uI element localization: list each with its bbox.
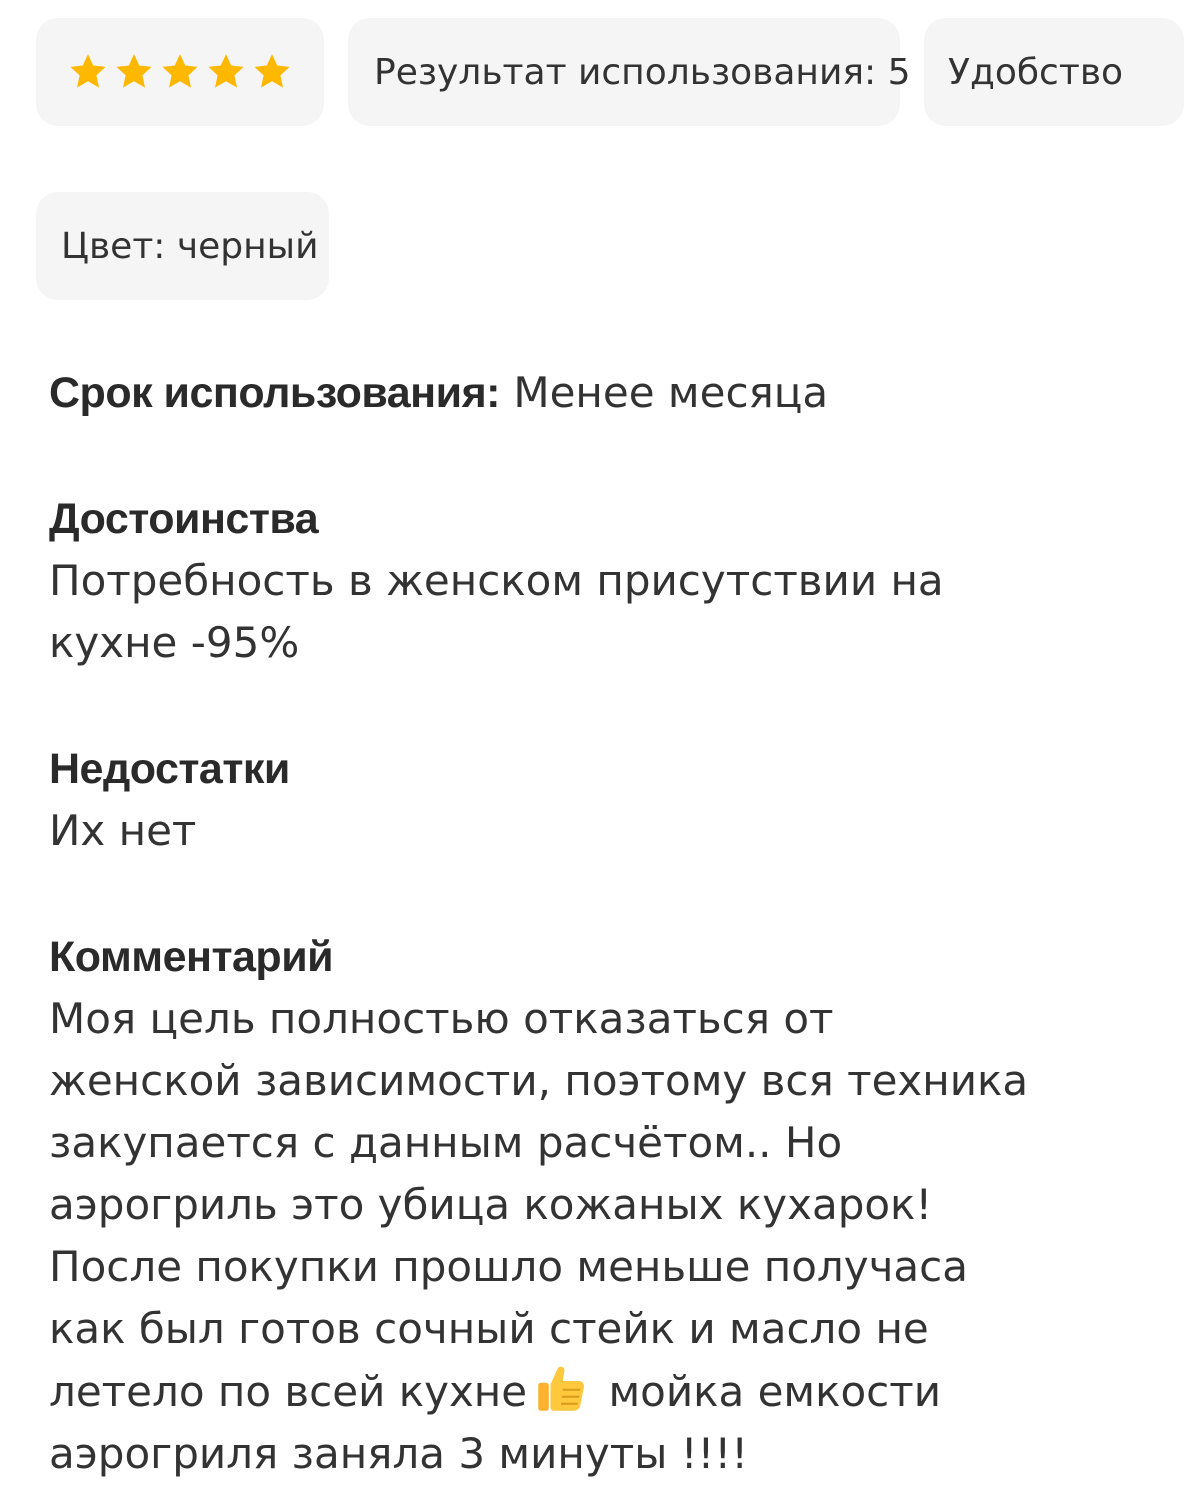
result-rating-label: Результат использования: 5: [374, 51, 911, 93]
result-rating-chip[interactable]: [348, 18, 911, 126]
color-label: Цвет: черный: [61, 225, 319, 267]
comment-title: Комментарий: [49, 933, 334, 981]
usage-term-label: Срок использования:: [49, 369, 500, 417]
comment-text-part1: Моя цель полностью отказаться от женской зависимости, поэтому вся техника закупается с данным расчётом.. Но аэрогриль это убица кожаных кухарок! После покупки прошло меньше получаса как был готов сочный стейк и масло не летело по всей кухне: [49, 994, 1029, 1416]
review-chips-row: [36, 18, 1124, 126]
star-icon: [159, 51, 201, 93]
star-rating: [36, 18, 324, 126]
star-icon: [67, 51, 109, 93]
comment-section: [49, 926, 1029, 1485]
convenience-rating-chip[interactable]: [924, 18, 1184, 126]
convenience-rating-label: Удобство: [948, 51, 1124, 93]
usage-term: [49, 362, 1029, 424]
thumbs-up-icon: [533, 1360, 589, 1416]
star-icon: [205, 51, 247, 93]
cons-section: [49, 738, 1029, 862]
star-icon: [251, 51, 293, 93]
cons-title: Недостатки: [49, 745, 290, 793]
comment-text: [49, 988, 1029, 1485]
comment-text-part2: мойка емкости аэрогриля заняла 3 минуты !!!!: [49, 1367, 942, 1478]
star-icon: [113, 51, 155, 93]
pros-text: Потребность в женском присутствии на кухне -95%: [49, 556, 944, 667]
pros-title: Достоинства: [49, 495, 319, 543]
color-chip[interactable]: [36, 192, 329, 300]
pros-section: [49, 488, 1029, 674]
usage-term-value: Менее месяца: [500, 368, 829, 417]
cons-text: Их нет: [49, 806, 197, 855]
